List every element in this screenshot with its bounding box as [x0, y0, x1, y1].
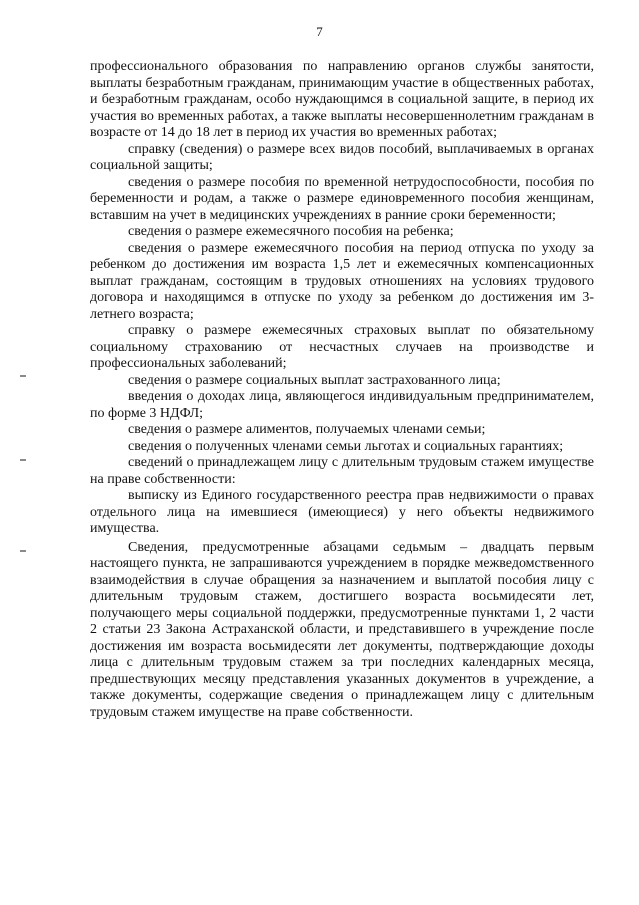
paragraph: сведения о размере ежемесячного пособия на период отпуска по уходу за ребенком до достижения им возраста 1,5 лет и ежемесячных компенсационных выплат гражданам, состоящим в трудовых отношениях на условиях трудового договора и находящимся в отпуске по уходу за ребенком до достижения им 3-летнего возраста;: [90, 240, 594, 322]
paragraph: сведения о размере социальных выплат застрахованного лица;: [128, 372, 501, 388]
paragraph: справку (сведения) о размере всех видов пособий, выплачиваемых в органах социальной защиты;: [90, 141, 594, 173]
paragraph: выписку из Единого государственного реестра прав недвижимости о правах отдельного лица на имевшиеся (имеющиеся) у него объекты недвижимого имущества.: [90, 488, 594, 536]
paragraph: сведения о размере алиментов, получаемых членами семьи;: [128, 422, 486, 437]
paragraph: справку о размере ежемесячных страховых выплат по обязательному социальному страхованию от несчастных случаев на производстве и профессиональных заболеваний;: [90, 323, 594, 371]
margin-scan-mark: [20, 459, 26, 461]
margin-scan-mark: [20, 375, 26, 377]
paragraph: введения о доходах лица, являющегося индивидуальным предпринимателем, по форме 3 НДФЛ;: [90, 389, 594, 421]
paragraph: сведения о размере пособия по временной нетрудоспособности, пособия по беременности и родам, а также о размере единовременного пособия женщинам, вставшим на учет в медицинских учреждениях в ранние сроки беременности;: [90, 174, 594, 223]
paragraph: сведений о принадлежащем лицу с длительным трудовым стажем имуществе на праве собственности:: [90, 455, 594, 487]
margin-scan-mark: [20, 550, 26, 552]
document-body: [90, 59, 594, 721]
page-number: 7: [316, 24, 323, 39]
paragraph: Сведения, предусмотренные абзацами седьмым – двадцать первым настоящего пункта, не запрашиваются учреждением в порядке межведомственного взаимодействия в случае обращения за назначением и выплатой пособия лицу с длительным трудовым стажем, достигшего возраста восьмидесяти лет, получающего меры социальной поддержки, предусмотренные пунктами 1, 2 части 2 статьи 23 Закона Астраханской области, и представившего в учреждение после достижения им возраста восьмидесяти лет документы, подтверждающие доходы лица с длительным трудовым стажем за три последних календарных месяца, предшествующих месяцу представления указанных документов в учреждение, а также документы, содержащие сведения о принадлежащем лицу с длительным трудовым стажем имуществе на праве собственности.: [90, 539, 594, 720]
paragraph: профессионального образования по направлению органов службы занятости, выплаты безработным гражданам, принимающим участие в общественных работах, и безработным гражданам, особо нуждающимся в социальной защите, в период их участия во временных работах, а также выплаты несовершеннолетним гражданам в возрасте от 14 до 18 лет в период их участия во временных работах;: [90, 59, 594, 140]
paragraph: сведения о размере ежемесячного пособия на ребенка;: [128, 224, 454, 239]
paragraph: сведения о полученных членами семьи льготах и социальных гарантиях;: [128, 438, 564, 454]
